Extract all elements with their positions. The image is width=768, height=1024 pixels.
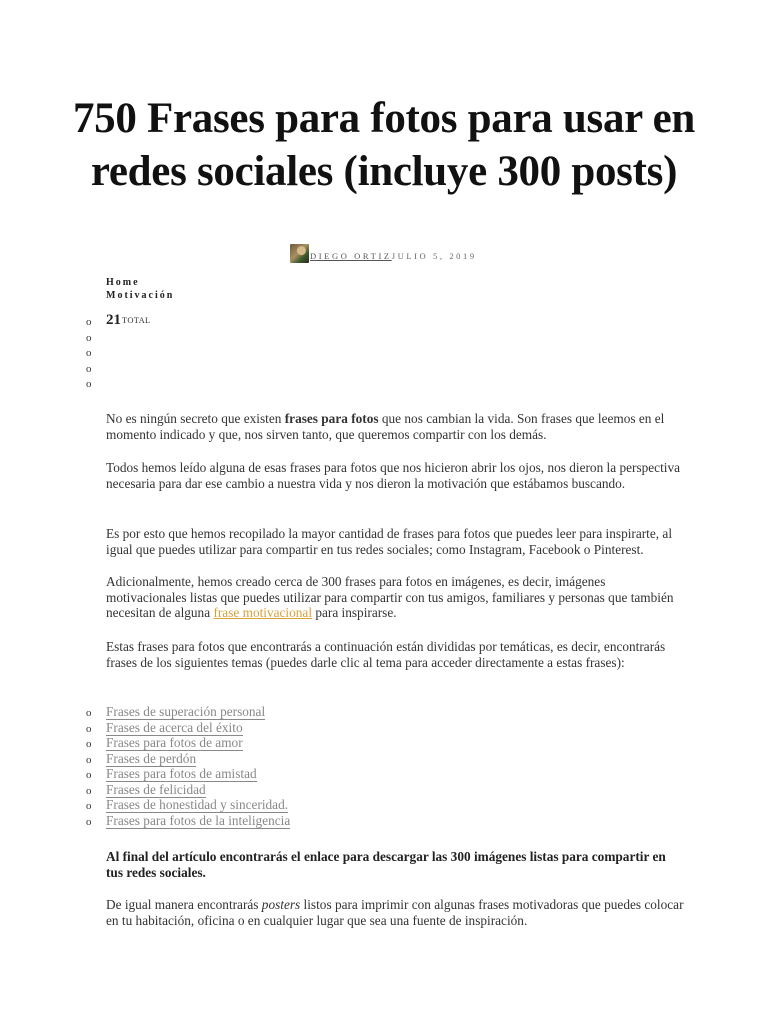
frase-motivacional-link[interactable]: frase motivacional [213, 605, 313, 620]
paragraph-5: Estas frases para fotos que encontrarás a continuación están divididas por temáticas, es decir, encontrarás frases de los siguientes temas (puedes darle clic al tema para acceder directamente a estas frases): [106, 639, 666, 670]
breadcrumb-category[interactable]: Motivación [106, 290, 175, 301]
paragraph-6: Al final del artículo encontrarás el enlace para descargar las 300 imágenes listas para compartir en tus redes sociales. [106, 849, 666, 880]
breadcrumb-home[interactable]: Home [106, 277, 140, 288]
paragraph-7-italic: posters [261, 897, 301, 912]
share-item[interactable] [86, 376, 106, 392]
list-bullet: o [86, 815, 92, 828]
topic-link[interactable]: Frases para fotos de amor [106, 735, 243, 750]
share-count-label: TOTAL [122, 315, 151, 325]
paragraph-3: Es por esto que hemos recopilado la mayor cantidad de frases para fotos que puedes leer para inspirarte, al igual que puedes utilizar para compartir en tus redes sociales; como Instagram, Facebook o Pinterest. [106, 526, 673, 557]
list-bullet: o [86, 738, 92, 750]
topic-link[interactable]: Frases de perdón [106, 750, 197, 766]
list-item [86, 704, 290, 720]
topic-link[interactable]: Frases de felicidad [106, 781, 206, 797]
list-item [86, 782, 290, 798]
paragraph-1-bold: frases para fotos [284, 411, 379, 426]
topic-link[interactable]: Frases de honestidad y sinceridad. [106, 797, 289, 812]
list-bullet: o [86, 316, 92, 328]
list-bullet: o [86, 362, 92, 375]
list-bullet: o [86, 784, 92, 797]
list-item [86, 813, 290, 829]
share-counter [106, 312, 151, 329]
paragraph-1 [106, 411, 686, 442]
list-item [86, 766, 290, 782]
paragraph-1-text: No es ningún secreto que existen [106, 411, 285, 426]
topic-link[interactable]: Frases para fotos de la inteligencia [106, 812, 291, 828]
list-bullet: o [86, 800, 92, 812]
list-bullet: o [86, 378, 92, 390]
share-item[interactable] [86, 314, 106, 330]
share-item[interactable] [86, 330, 106, 346]
paragraph-2: Todos hemos leído alguna de esas frases para fotos que nos hicieron abrir los ojos, nos dieron la perspectiva necesaria para dar ese cambio a nuestra vida y nos dieron la motivación que estábamos buscando. [106, 460, 681, 491]
publish-date: JULIO 5, 2019 [391, 250, 477, 261]
topic-link[interactable]: Frases de superación personal [106, 704, 266, 719]
list-item [86, 797, 290, 813]
topics-list [86, 704, 290, 828]
paragraph-4-text-after: para inspirarse. [312, 605, 397, 620]
list-bullet: o [86, 347, 92, 359]
author-avatar[interactable] [290, 244, 309, 263]
paragraph-7-text-after: listos para imprimir con algunas frases motivadoras que puedes colocar en tu habitación, oficina o en cualquier lugar que sea una fuente de inspiración. [106, 897, 684, 928]
topic-link[interactable]: Frases de acerca del éxito [106, 719, 243, 735]
topic-link[interactable]: Frases para fotos de amistad [106, 766, 257, 781]
author-link[interactable]: DIEGO ORTIZ [310, 250, 392, 261]
list-item [86, 735, 290, 751]
breadcrumb [106, 276, 174, 302]
list-bullet: o [86, 722, 92, 735]
share-item[interactable] [86, 345, 106, 361]
list-bullet: o [86, 707, 92, 719]
list-item [86, 751, 290, 767]
paragraph-1-text-after: que nos cambian la vida. Son frases que leemos en el momento indicado y que, nos sirven tanto, que queremos compartir con los demás. [106, 411, 665, 442]
paragraph-7-text: De igual manera encontrarás [106, 897, 262, 912]
list-bullet: o [86, 331, 92, 344]
share-item[interactable] [86, 361, 106, 377]
list-bullet: o [86, 753, 92, 766]
paragraph-4-text: Adicionalmente, hemos creado cerca de 300 frases para fotos en imágenes, es decir, imágenes motivacionales listas que puedes utilizar para compartir con tus amigos, familiares y personas que también necesitan de alguna [106, 574, 674, 620]
byline [290, 242, 477, 264]
list-item [86, 720, 290, 736]
list-bullet: o [86, 769, 92, 781]
paragraph-4 [106, 574, 686, 621]
share-buttons-list [86, 314, 106, 392]
paragraph-7 [106, 897, 686, 928]
article-title: 750 Frases para fotos para usar en redes sociales (incluye 300 posts) [72, 95, 696, 195]
share-count-number: 21 [106, 312, 121, 328]
